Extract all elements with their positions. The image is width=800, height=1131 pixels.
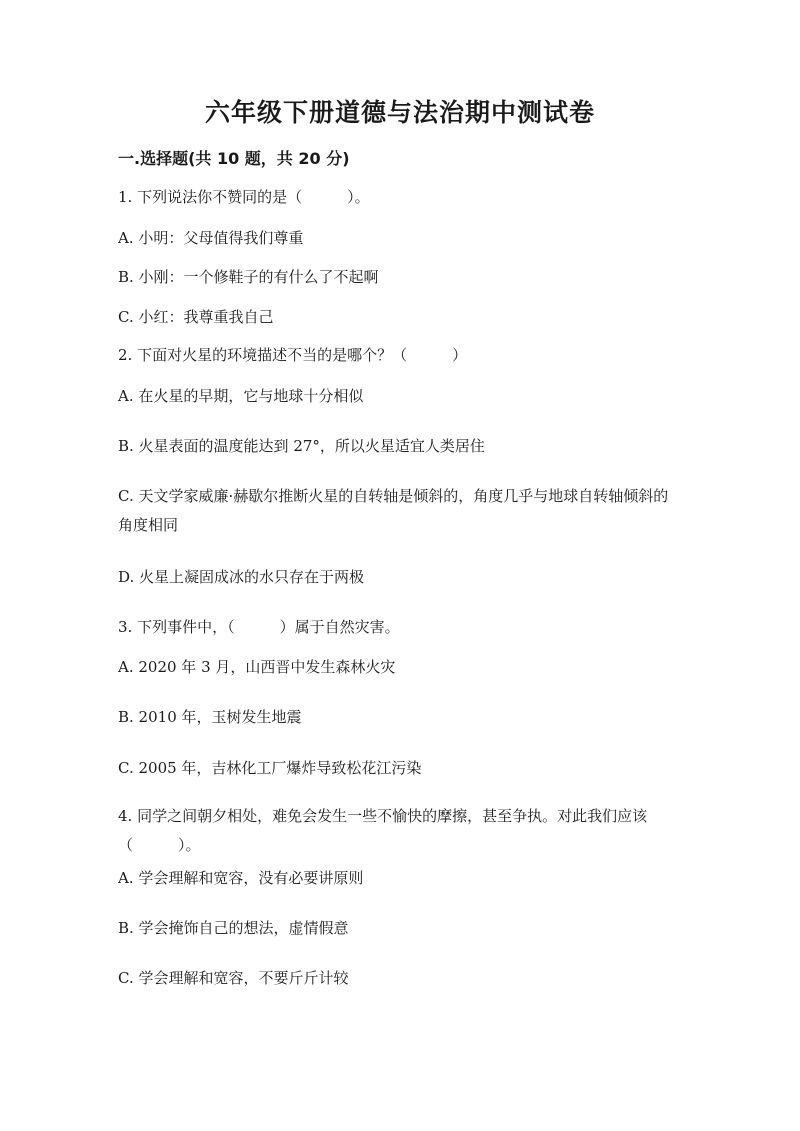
question-1-option-a: A. 小明：父母值得我们尊重 bbox=[118, 229, 304, 247]
question-2-stem: 2. 下面对火星的环境描述不当的是哪个？（ ） bbox=[118, 346, 468, 364]
question-2-option-a: A. 在火星的早期，它与地球十分相似 bbox=[118, 387, 364, 405]
question-2-option-d: D. 火星上凝固成冰的水只存在于两极 bbox=[118, 568, 365, 586]
question-2-option-c: C. 天文学家威廉·赫歇尔推断火星的自转轴是倾斜的，角度几乎与地球自转轴倾斜的角度相同 bbox=[118, 487, 669, 534]
question-2-option-b: B. 火星表面的温度能达到 27°，所以火星适宜人类居住 bbox=[118, 437, 485, 455]
question-4-option-b: B. 学会掩饰自己的想法，虚情假意 bbox=[118, 919, 349, 937]
page-title: 六年级下册道德与法治期中测试卷 bbox=[204, 98, 595, 127]
question-3-stem: 3. 下列事件中，（ ）属于自然灾害。 bbox=[118, 618, 400, 636]
question-4-option-c: C. 学会理解和宽容，不要斤斤计较 bbox=[118, 969, 349, 987]
question-3-option-a: A. 2020 年 3 月，山西晋中发生森林火灾 bbox=[118, 658, 396, 676]
question-4-option-a: A. 学会理解和宽容，没有必要讲原则 bbox=[118, 869, 364, 887]
question-1-stem: 1. 下列说法你不赞同的是（ ）。 bbox=[118, 188, 370, 206]
section-heading: 一.选择题(共 10 题，共 20 分) bbox=[118, 149, 350, 168]
question-1-option-c: C. 小红：我尊重我自己 bbox=[118, 308, 274, 326]
question-4-stem: 4. 同学之间朝夕相处，难免会发生一些不愉快的摩擦，甚至争执。对此我们应该（ ）。 bbox=[118, 807, 648, 854]
question-1-option-b: B. 小刚：一个修鞋子的有什么了不起啊 bbox=[118, 268, 379, 286]
question-3-option-c: C. 2005 年，吉林化工厂爆炸导致松花江污染 bbox=[118, 759, 422, 777]
question-3-option-b: B. 2010 年，玉树发生地震 bbox=[118, 708, 302, 726]
